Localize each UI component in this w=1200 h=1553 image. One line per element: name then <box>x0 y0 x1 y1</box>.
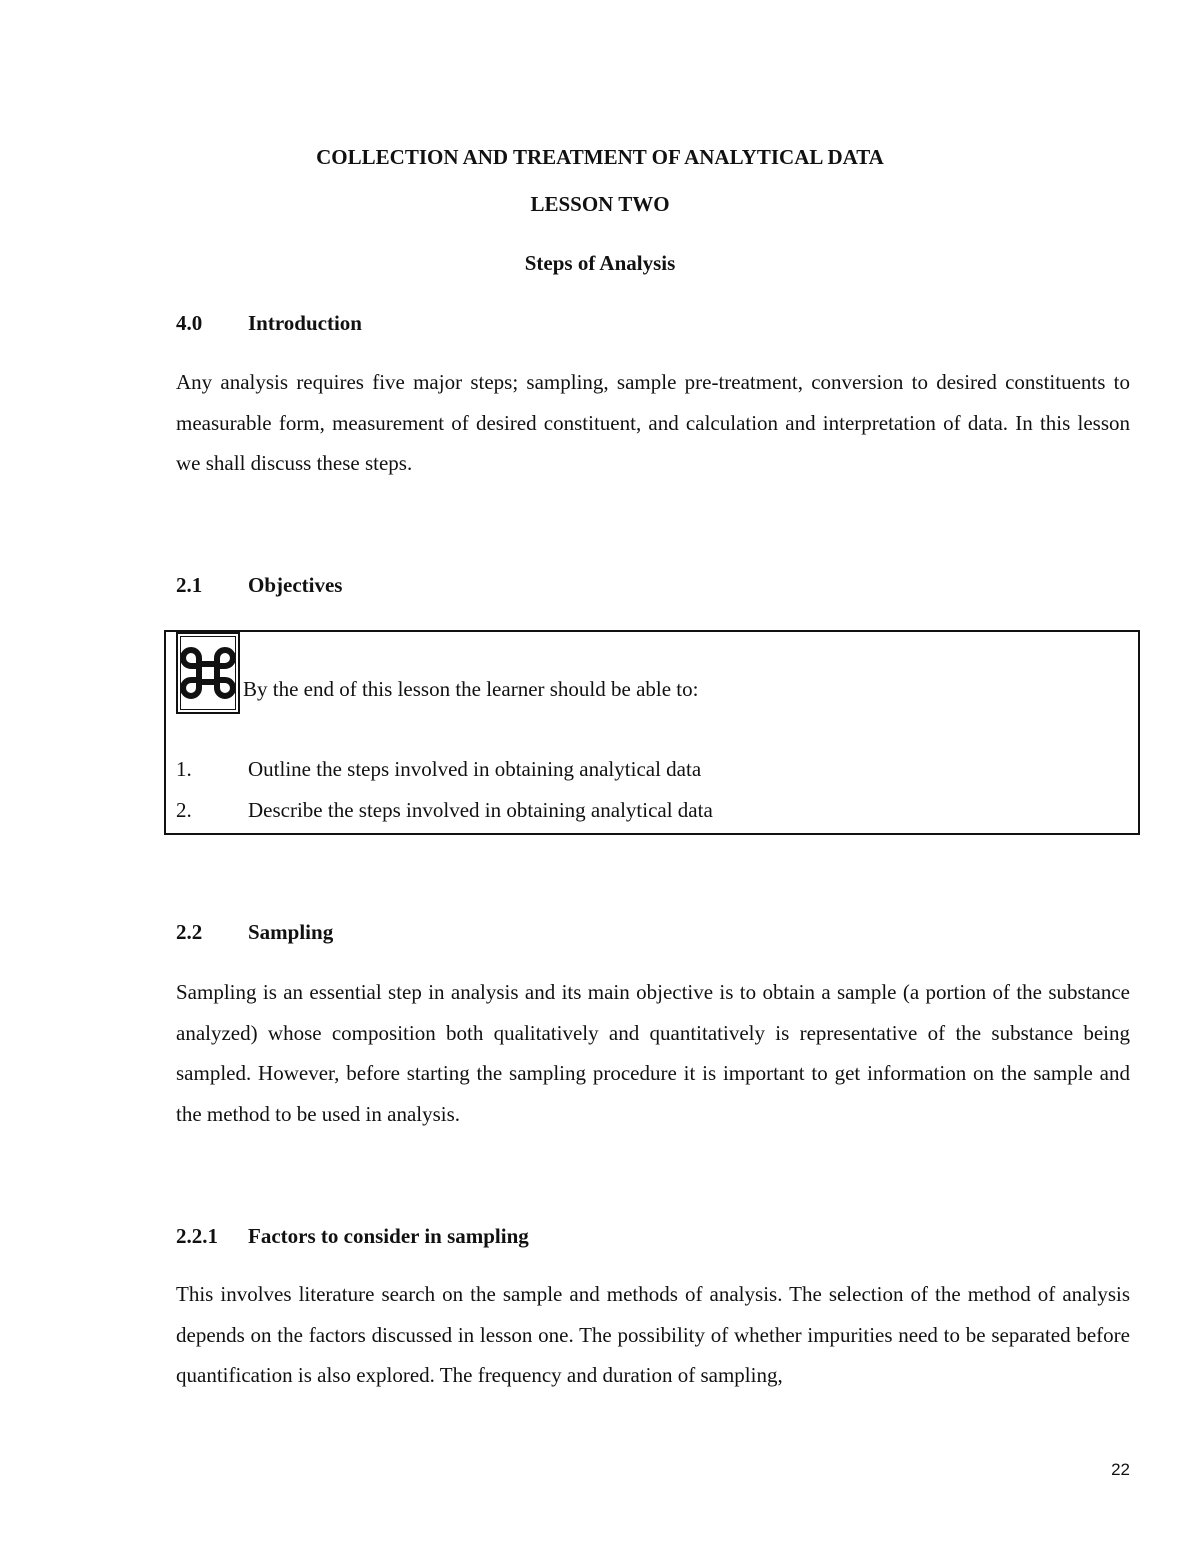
introduction-number: 4.0 <box>176 311 203 335</box>
document-title: COLLECTION AND TREATMENT OF ANALYTICAL DATA <box>316 145 884 169</box>
objective-item <box>176 756 701 782</box>
command-key-icon-frame <box>176 632 240 714</box>
objective-item-number: 1. <box>176 757 192 781</box>
objectives-heading <box>176 573 342 597</box>
introduction-heading <box>176 311 362 335</box>
factors-heading <box>176 1224 529 1248</box>
page-number: 22 <box>1111 1460 1130 1479</box>
introduction-paragraph: Any analysis requires five major steps; sampling, sample pre-treatment, conversion to desired constituents to measurable form, measurement of desired constituent, and calculation and interpretation of data. In this lesson we shall discuss these steps. <box>176 370 1130 476</box>
factors-paragraph: This involves literature search on the sample and methods of analysis. The selection of the method of analysis depends on the factors discussed in lesson one. The possibility of whether impurities need to be separated before quantification is also explored. The frequency and duration of sampling, <box>176 1282 1130 1388</box>
objective-item <box>176 797 713 823</box>
factors-title: Factors to consider in sampling <box>248 1224 529 1248</box>
objectives-number: 2.1 <box>176 573 203 597</box>
factors-number: 2.2.1 <box>176 1224 218 1248</box>
objective-item-number: 2. <box>176 798 192 822</box>
sampling-number: 2.2 <box>176 920 203 944</box>
sampling-title: Sampling <box>248 920 334 944</box>
objectives-title: Objectives <box>248 573 343 597</box>
introduction-title: Introduction <box>248 311 362 335</box>
sampling-paragraph: Sampling is an essential step in analysis and its main objective is to obtain a sample (a portion of the substance analyzed) whose composition both qualitatively and quantitatively is representative of the substance being sampled. However, before starting the sampling procedure it is important to get information on the sample and the method to be used in analysis. <box>176 980 1130 1127</box>
sampling-heading <box>176 920 333 944</box>
objective-item-text: Describe the steps involved in obtaining analytical data <box>248 798 713 822</box>
command-key-icon <box>181 646 235 700</box>
objectives-intro: By the end of this lesson the learner should be able to: <box>243 677 699 701</box>
objective-item-text: Outline the steps involved in obtaining analytical data <box>248 757 702 781</box>
lesson-subtitle: Steps of Analysis <box>524 251 676 275</box>
lesson-label: LESSON TWO <box>530 192 670 216</box>
